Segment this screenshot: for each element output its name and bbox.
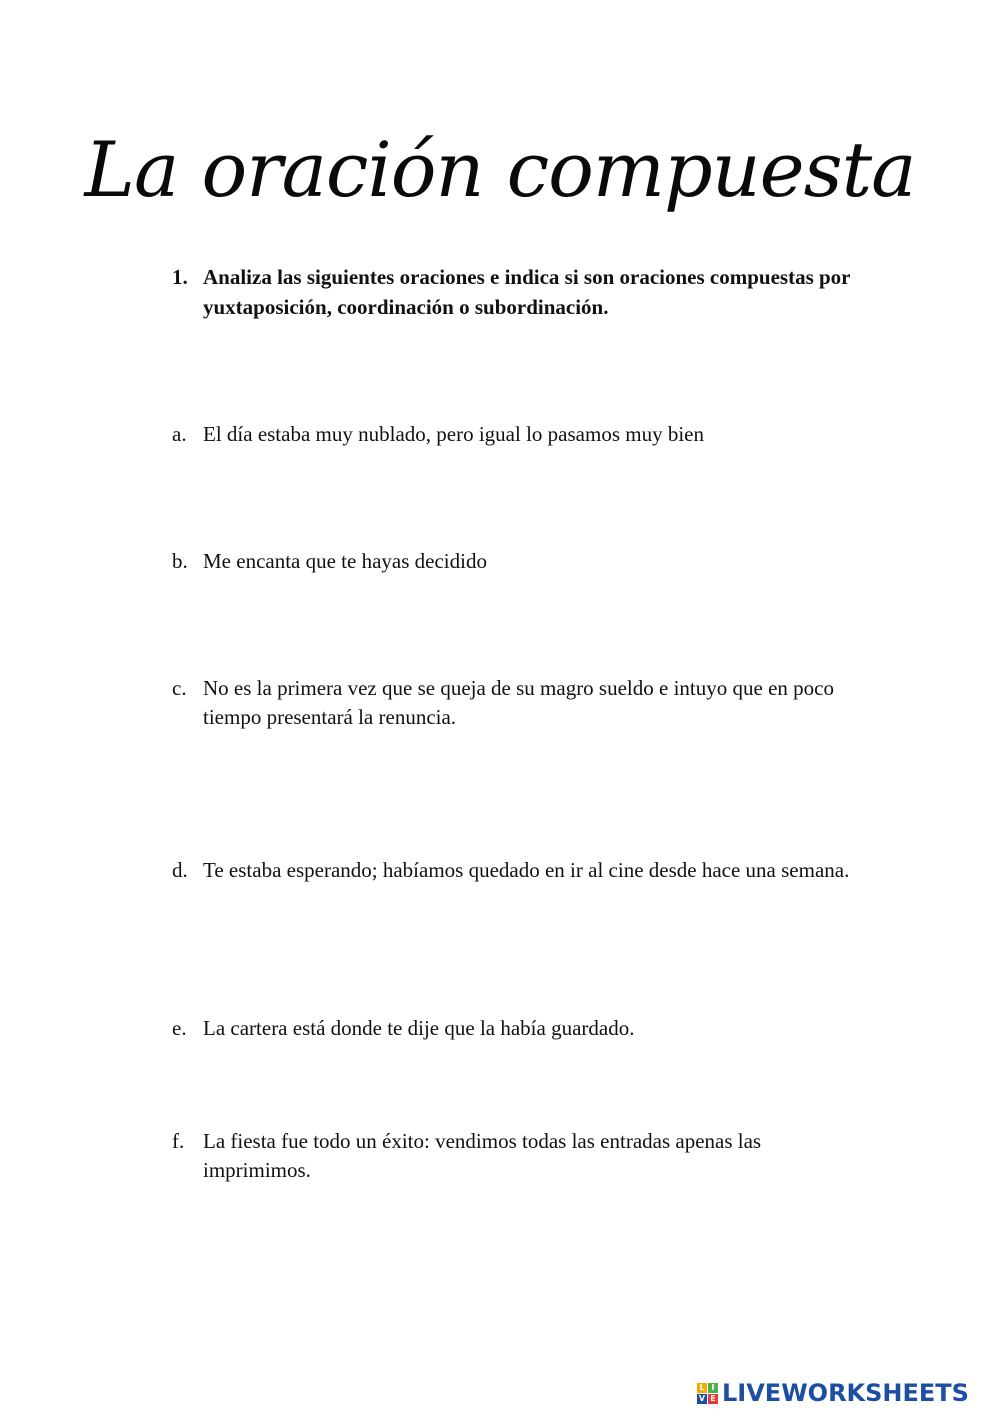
- liveworksheets-logo: [697, 1378, 969, 1408]
- logo-mark-cell: E: [708, 1394, 718, 1404]
- logo-mark-cell: V: [698, 1393, 706, 1403]
- sentence-letter: e.: [172, 1016, 187, 1040]
- sentence-letter: d.: [172, 858, 188, 882]
- sentence-text: Me encanta que te hayas decidido: [203, 549, 487, 573]
- liveworksheets-logo-icon: [697, 1383, 718, 1404]
- sentence-item-e: [172, 1014, 862, 1043]
- sentence-item-c: [172, 674, 862, 732]
- liveworksheets-logo-text: LIVEWORKSHEETS: [722, 1379, 969, 1407]
- sentence-letter: a.: [172, 422, 187, 446]
- instruction-number: 1.: [172, 265, 188, 289]
- sentence-letter: b.: [172, 549, 188, 573]
- sentence-text: La cartera está donde te dije que la había guardado.: [203, 1016, 635, 1040]
- logo-mark-cell: I: [708, 1383, 718, 1393]
- worksheet-title: La oración compuesta: [84, 125, 916, 214]
- sentence-item-d: [172, 856, 862, 885]
- sentence-letter: f.: [172, 1129, 185, 1153]
- sentence-item-a: [172, 420, 862, 449]
- sentence-item-f: [172, 1127, 862, 1185]
- sentence-text: La fiesta fue todo un éxito: vendimos todas las entradas apenas las imprimimos.: [203, 1129, 762, 1182]
- logo-mark-cell: L: [697, 1383, 707, 1393]
- sentence-letter: c.: [172, 676, 187, 700]
- sentence-text: El día estaba muy nublado, pero igual lo pasamos muy bien: [203, 422, 704, 446]
- sentence-item-b: [172, 547, 862, 576]
- instruction-text: Analiza las siguientes oraciones e indica si son oraciones compuestas por yuxtaposición, coordinación o subordinación.: [203, 265, 851, 319]
- instruction: [172, 262, 852, 322]
- sentence-text: No es la primera vez que se queja de su magro sueldo e intuyo que en poco tiempo presentará la renuncia.: [203, 676, 834, 729]
- sentence-text: Te estaba esperando; habíamos quedado en ir al cine desde hace una semana.: [203, 858, 850, 882]
